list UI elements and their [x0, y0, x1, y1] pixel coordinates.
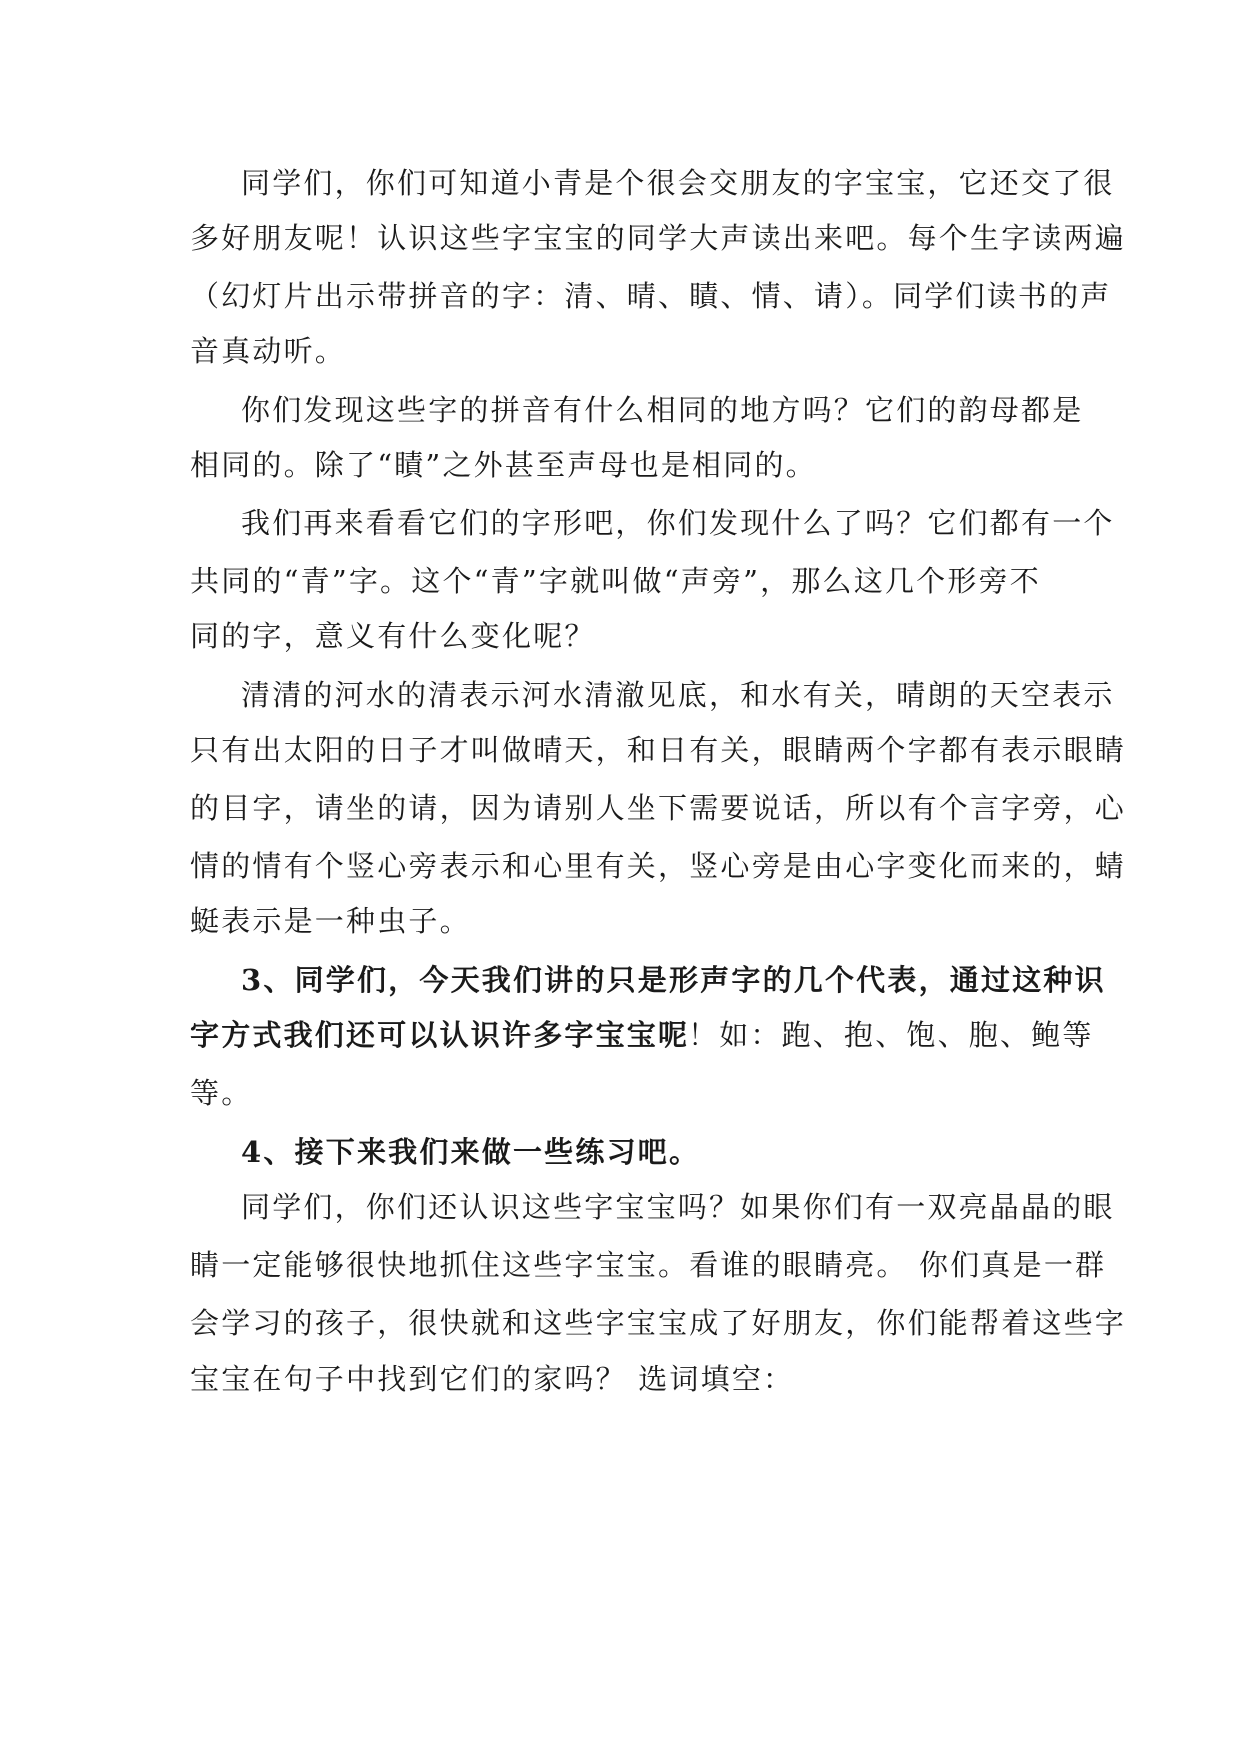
paragraph-4-line-5: 蜓表示是一种虫子。: [190, 904, 471, 938]
paragraph-6-heading: 4、接下来我们来做一些练习吧。: [241, 1135, 701, 1169]
paragraph-3-line-2: 共同的“青”字。这个“青”字就叫做“声旁”，那么这几个形旁不: [190, 564, 1041, 598]
paragraph-4-line-2: 只有出太阳的日子才叫做晴天，和日有关，眼睛两个字都有表示眼睛: [190, 733, 1127, 767]
paragraph-7-line-2: 睛一定能够很快地抓住这些字宝宝。看谁的眼睛亮。 你们真是一群: [190, 1248, 1107, 1282]
paragraph-5-line-2: 字方式我们还可以认识许多字宝宝呢: [190, 1018, 690, 1052]
paragraph-5-line-2-tail: ！如：跑、抱、饱、胞、鲍等: [688, 1018, 1094, 1052]
paragraph-1-line-2: 多好朋友呢！认识这些字宝宝的同学大声读出来吧。每个生字读两遍: [190, 221, 1127, 255]
paragraph-1-line-1: 同学们，你们可知道小青是个很会交朋友的字宝宝，它还交了很: [241, 166, 1115, 200]
paragraph-3-line-3: 同的字，意义有什么变化呢？: [190, 619, 596, 653]
paragraph-1-line-4: 音真动听。: [190, 334, 347, 368]
paragraph-7-line-3: 会学习的孩子，很快就和这些字宝宝成了好朋友，你们能帮着这些字: [190, 1306, 1127, 1340]
paragraph-1-line-3: （幻灯片出示带拼音的字：清、晴、瞔、情、请）。同学们读书的声: [190, 279, 1112, 313]
paragraph-2-line-1: 你们发现这些字的拼音有什么相同的地方吗？它们的韵母都是: [241, 393, 1084, 427]
paragraph-7-line-4: 宝宝在句子中找到它们的家吗？ 选词填空：: [190, 1362, 795, 1396]
paragraph-7-line-1: 同学们，你们还认识这些字宝宝吗？如果你们有一双亮晶晶的眼: [241, 1190, 1115, 1224]
paragraph-2-line-2: 相同的。除了“瞔”之外甚至声母也是相同的。: [190, 448, 817, 482]
paragraph-3-line-1: 我们再来看看它们的字形吧，你们发现什么了吗？它们都有一个: [241, 506, 1115, 540]
paragraph-4-line-3: 的目字，请坐的请，因为请别人坐下需要说话，所以有个言字旁，心: [190, 791, 1127, 825]
paragraph-5-line-3: 等。: [190, 1076, 253, 1110]
paragraph-4-line-1: 清清的河水的清表示河水清澈见底，和水有关，晴朗的天空表示: [241, 678, 1115, 712]
paragraph-5-line-1: 3、同学们，今天我们讲的只是形声字的几个代表，通过这种识: [241, 963, 1106, 997]
paragraph-4-line-4: 情的情有个竖心旁表示和心里有关，竖心旁是由心字变化而来的，蜻: [190, 849, 1127, 883]
